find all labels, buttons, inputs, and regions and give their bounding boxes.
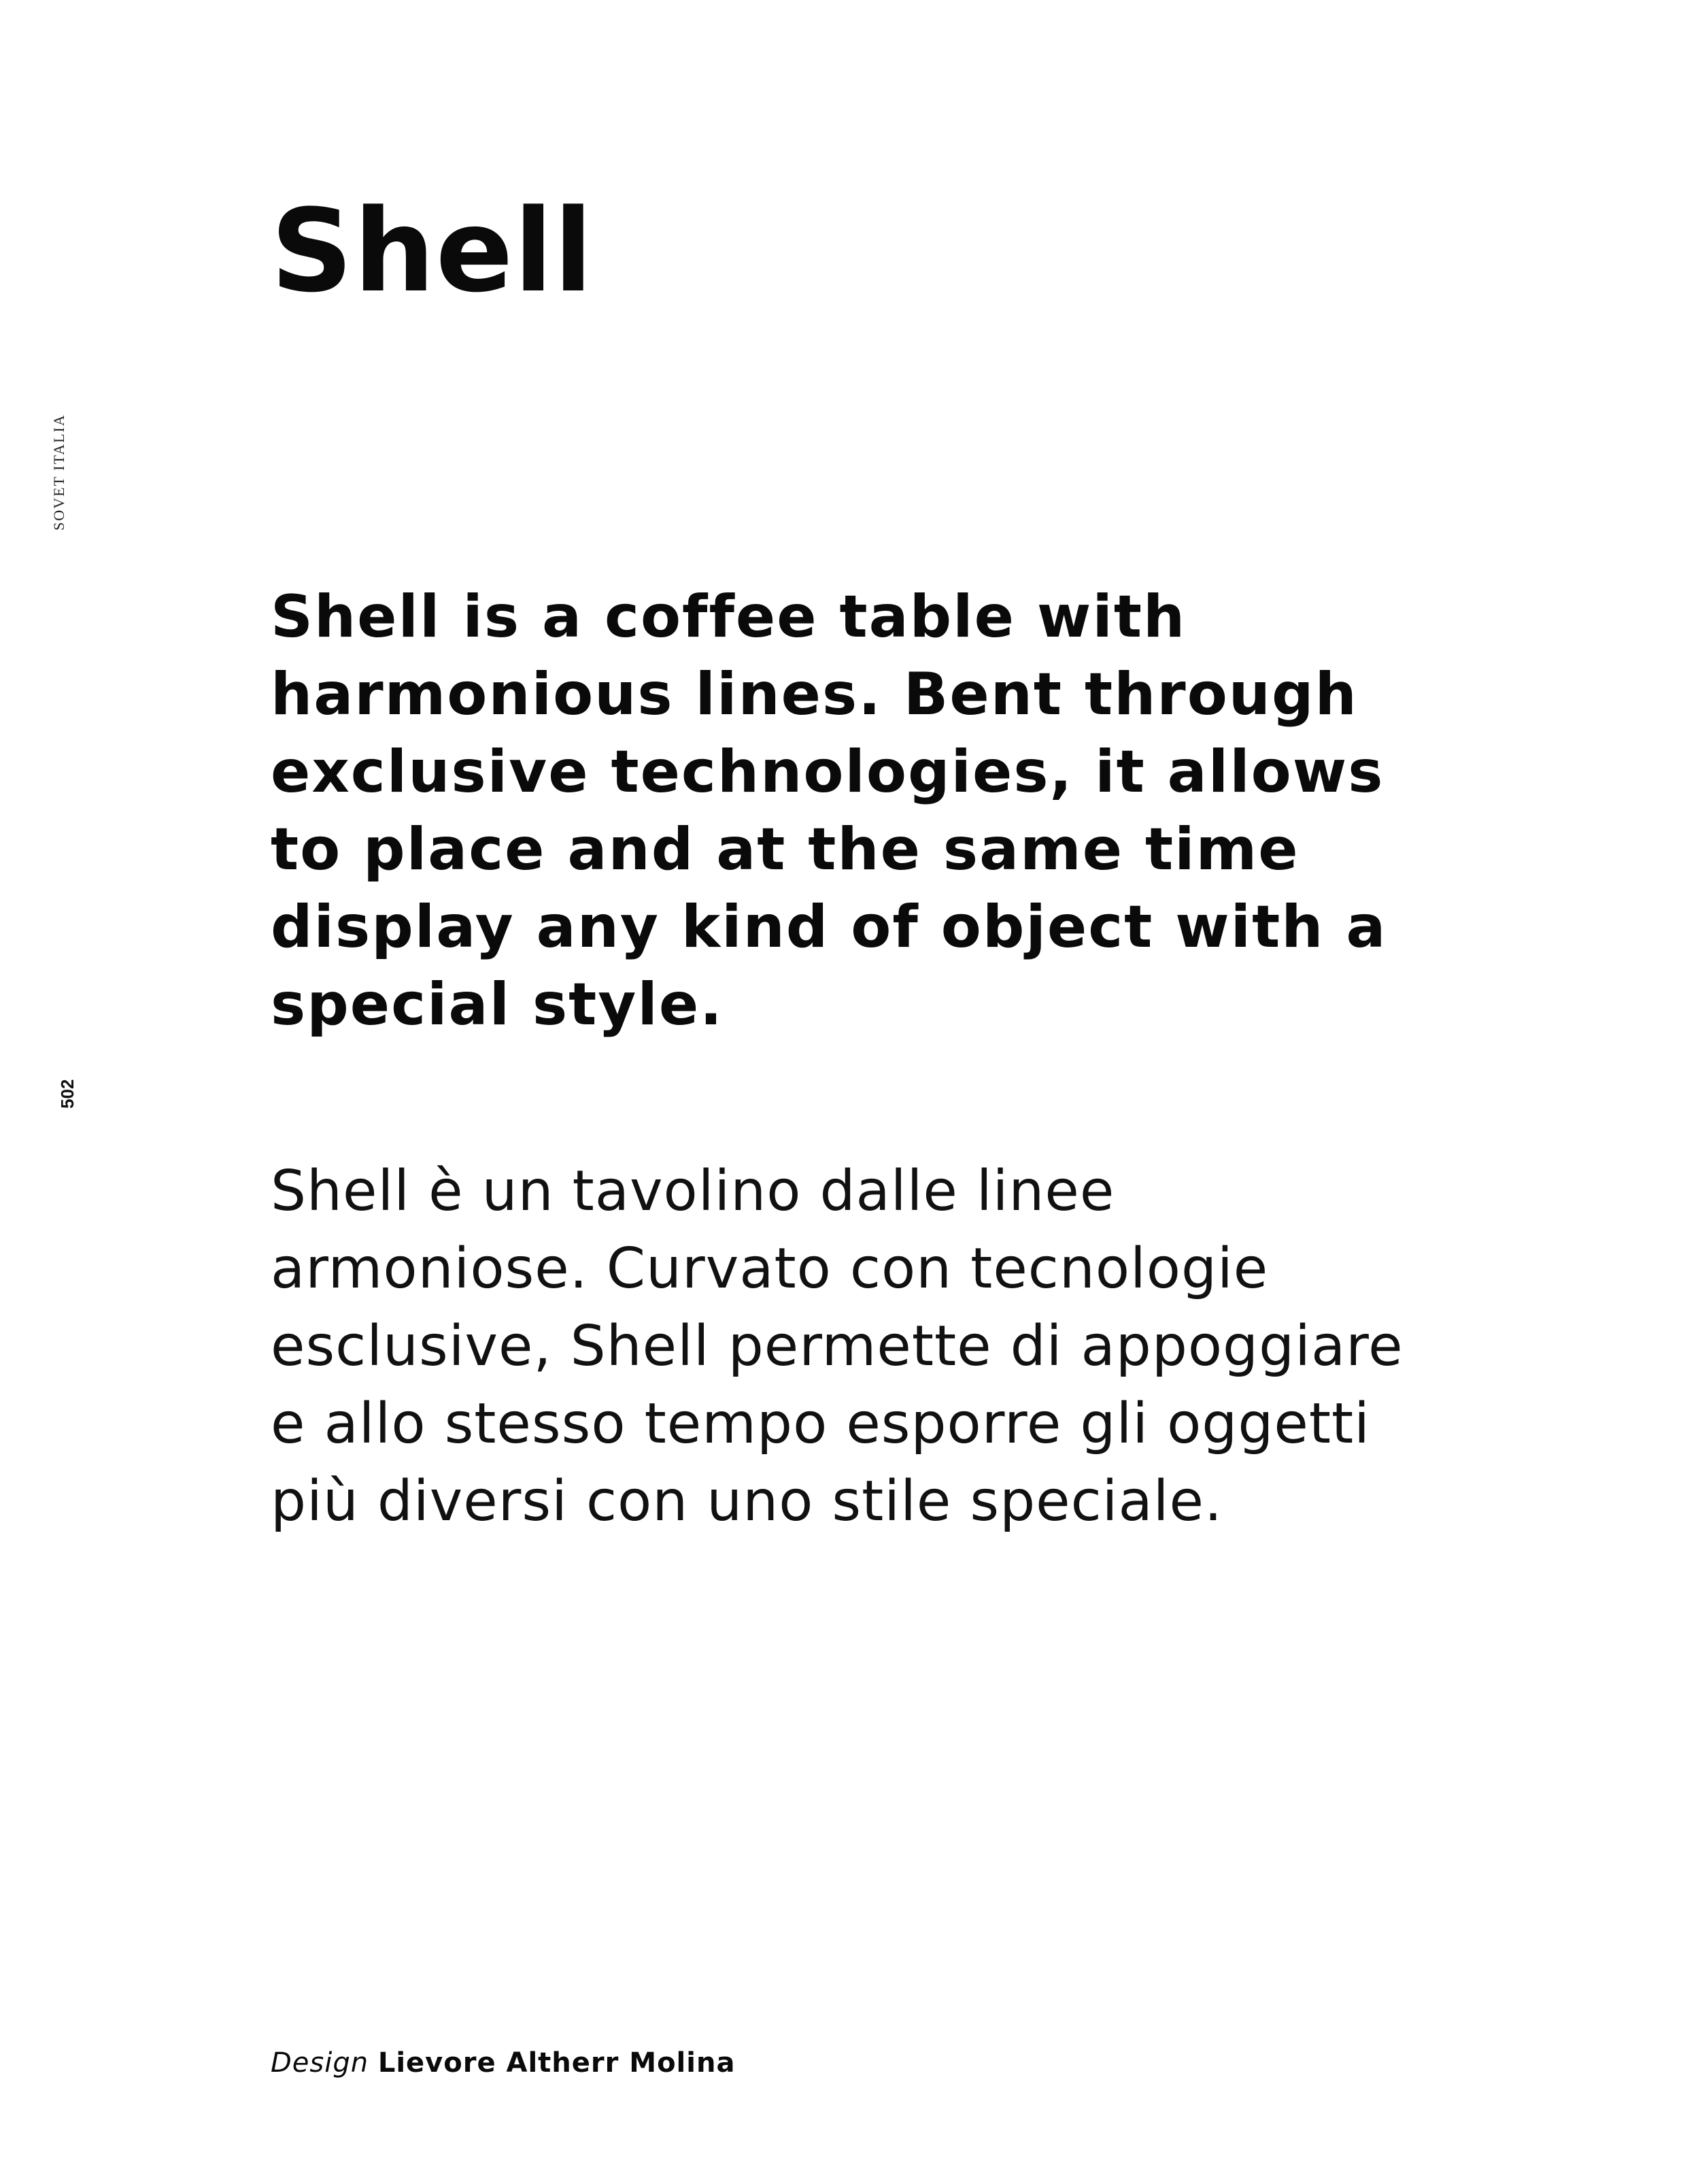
lead-line: display any kind of object with a: [271, 893, 1387, 961]
brand-name-vertical: SOVET ITALIA: [50, 414, 67, 531]
page-title: Shell: [271, 184, 594, 318]
lead-line: to place and at the same time: [271, 816, 1300, 884]
page-number: 502: [57, 1079, 78, 1109]
lead-line: exclusive technologies, it allows: [271, 738, 1385, 806]
lead-line: harmonious lines. Bent through: [271, 660, 1358, 728]
body-line: più diversi con uno stile speciale.: [271, 1469, 1223, 1534]
body-line: e allo stesso tempo esporre gli oggetti: [271, 1392, 1370, 1456]
body-paragraph-italian: [271, 1153, 1467, 1541]
designer-name: Lievore Altherr Molina: [377, 2047, 736, 2079]
design-label: Design: [271, 2047, 369, 2079]
body-line: Shell è un tavolino dalle linee: [271, 1159, 1115, 1224]
lead-line: special style.: [271, 971, 724, 1039]
body-line: armoniose. Curvato con tecnologie: [271, 1237, 1269, 1301]
lead-paragraph-english: [271, 578, 1440, 1043]
lead-line: Shell is a coffee table with: [271, 583, 1187, 651]
design-credit: [271, 2047, 735, 2079]
body-line: esclusive, Shell permette di appoggiare: [271, 1314, 1404, 1379]
